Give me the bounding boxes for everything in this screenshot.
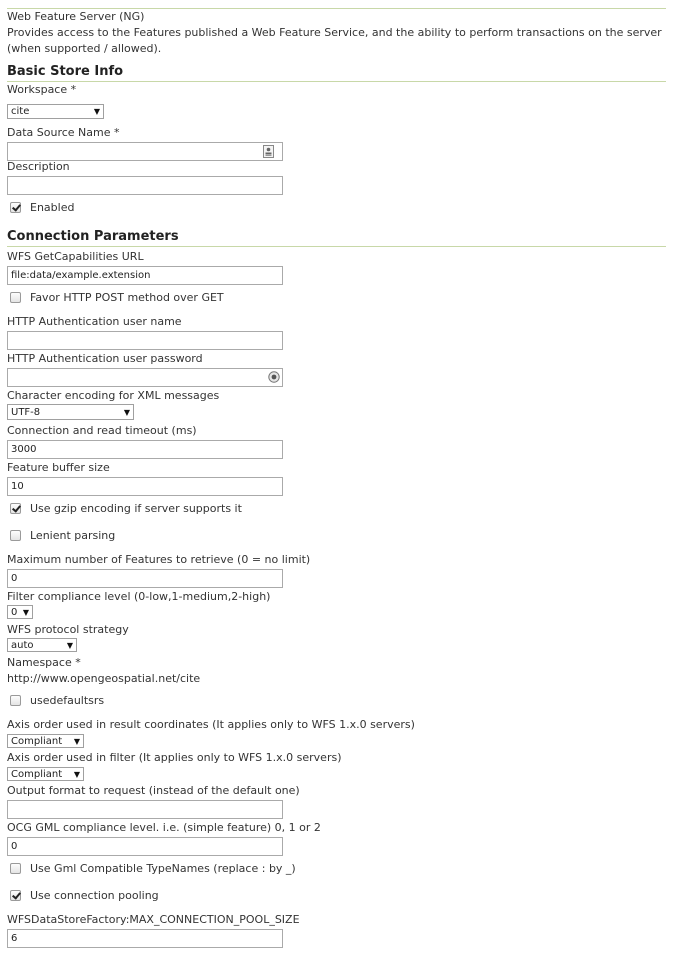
store-type-title: Web Feature Server (NG) xyxy=(7,10,145,23)
favor-post-checkbox[interactable] xyxy=(10,292,21,303)
store-type-description: Provides access to the Features published a Web Feature Service, and the ability to perform transactions on the server (when supported / allowed). xyxy=(7,26,662,55)
basic-divider xyxy=(7,81,666,82)
capabilities-url-input[interactable]: file:data/example.extension xyxy=(7,266,283,285)
password-reveal-icon[interactable] xyxy=(268,371,280,383)
namespace-label: Namespace * xyxy=(7,656,81,669)
chevron-down-icon: ▼ xyxy=(22,607,29,617)
pool-size-input[interactable]: 6 xyxy=(7,929,283,948)
workspace-label: Workspace * xyxy=(7,83,77,96)
filter-compliance-select[interactable] xyxy=(7,605,33,619)
chevron-down-icon: ▼ xyxy=(93,107,100,116)
gzip-checkbox[interactable] xyxy=(10,503,21,514)
datasource-name-label: Data Source Name * xyxy=(7,126,120,139)
favor-post-label: Favor HTTP POST method over GET xyxy=(30,291,224,304)
axis-filter-label: Axis order used in filter (It applies only to WFS 1.x.0 servers) xyxy=(7,751,342,764)
buffer-size-label: Feature buffer size xyxy=(7,461,110,474)
enabled-label: Enabled xyxy=(30,201,75,214)
workspace-select[interactable] xyxy=(7,104,104,119)
top-divider xyxy=(7,8,666,9)
connection-parameters-heading: Connection Parameters xyxy=(7,229,179,244)
gml-compliance-input[interactable]: 0 xyxy=(7,837,283,856)
pool-size-label: WFSDataStoreFactory:MAX_CONNECTION_POOL_SIZE xyxy=(7,913,300,926)
encoding-select[interactable] xyxy=(7,404,134,420)
auth-user-input[interactable] xyxy=(7,331,283,350)
auth-password-input[interactable] xyxy=(7,368,283,387)
output-format-label: Output format to request (instead of the default one) xyxy=(7,784,300,797)
usedefaultsrs-label: usedefaultsrs xyxy=(30,694,105,707)
max-features-input[interactable]: 0 xyxy=(7,569,283,588)
timeout-label: Connection and read timeout (ms) xyxy=(7,424,197,437)
chevron-down-icon: ▼ xyxy=(123,407,130,417)
description-input[interactable] xyxy=(7,176,283,195)
filter-compliance-label: Filter compliance level (0-low,1-medium,2-high) xyxy=(7,590,271,603)
gml-compliance-label: OCG GML compliance level. i.e. (simple feature) 0, 1 or 2 xyxy=(7,821,321,834)
timeout-input[interactable]: 3000 xyxy=(7,440,283,459)
basic-store-info-heading: Basic Store Info xyxy=(7,64,124,79)
gml-typenames-checkbox[interactable] xyxy=(10,863,21,874)
protocol-strategy-value: auto xyxy=(11,639,34,651)
chevron-down-icon: ▼ xyxy=(73,736,80,746)
encoding-value: UTF-8 xyxy=(11,406,41,418)
lenient-checkbox[interactable] xyxy=(10,530,21,541)
namespace-value: http://www.opengeospatial.net/cite xyxy=(7,672,201,685)
protocol-strategy-select[interactable] xyxy=(7,638,77,652)
axis-filter-value: Compliant xyxy=(11,768,63,780)
datasource-name-input[interactable] xyxy=(7,142,283,161)
enabled-checkbox[interactable] xyxy=(10,202,21,213)
auth-user-label: HTTP Authentication user name xyxy=(7,315,182,328)
encoding-label: Character encoding for XML messages xyxy=(7,389,220,402)
connection-pooling-checkbox[interactable] xyxy=(10,890,21,901)
axis-filter-select[interactable] xyxy=(7,767,84,781)
auth-password-label: HTTP Authentication user password xyxy=(7,352,203,365)
chevron-down-icon: ▼ xyxy=(73,769,80,779)
description-label: Description xyxy=(7,160,70,173)
gzip-label: Use gzip encoding if server supports it xyxy=(30,502,242,515)
axis-result-select[interactable] xyxy=(7,734,84,748)
chevron-down-icon: ▼ xyxy=(66,640,73,650)
connection-divider xyxy=(7,246,666,247)
buffer-size-input[interactable]: 10 xyxy=(7,477,283,496)
protocol-strategy-label: WFS protocol strategy xyxy=(7,623,129,636)
url-label: WFS GetCapabilities URL xyxy=(7,250,144,263)
max-features-label: Maximum number of Features to retrieve (0 = no limit) xyxy=(7,553,311,566)
output-format-input[interactable] xyxy=(7,800,283,819)
connection-pooling-label: Use connection pooling xyxy=(30,889,159,902)
filter-compliance-value: 0 xyxy=(11,606,18,618)
workspace-value: cite xyxy=(11,106,30,117)
usedefaultsrs-checkbox[interactable] xyxy=(10,695,21,706)
contact-card-icon xyxy=(263,145,274,158)
gml-typenames-label: Use Gml Compatible TypeNames (replace : by _) xyxy=(30,862,296,875)
lenient-label: Lenient parsing xyxy=(30,529,116,542)
axis-result-value: Compliant xyxy=(11,735,63,747)
axis-result-label: Axis order used in result coordinates (It applies only to WFS 1.x.0 servers) xyxy=(7,718,415,731)
